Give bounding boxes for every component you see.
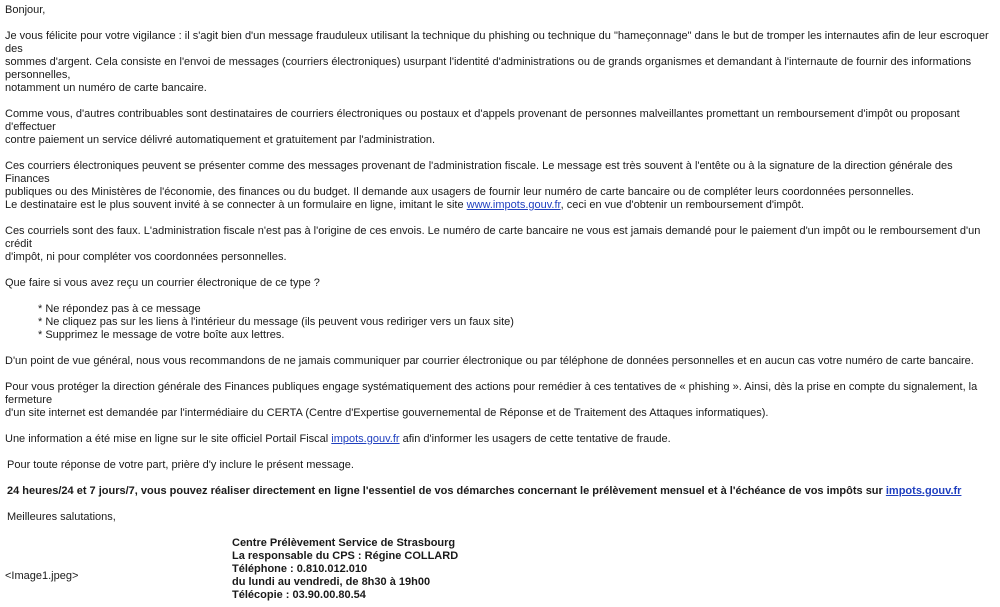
closing: Meilleures salutations, bbox=[7, 511, 116, 523]
signature-line: Télécopie : 03.90.00.80.54 bbox=[232, 589, 366, 601]
list-item: * Supprimez le message de votre boîte aux lettres. bbox=[38, 329, 995, 342]
paragraph-line: d'un site internet est demandée par l'intermédiaire du CERTA (Centre d'Expertise gouvernemental de Réponse et de Traitement des Attaques informatiques). bbox=[5, 407, 769, 419]
paragraph-line: sommes d'argent. Cela consiste en l'envoi de messages (courriers électroniques) usurpant l'identité d'administrations ou de grands organismes et demandant à l'internaute de fournir des informations personnelles, bbox=[5, 56, 972, 81]
signature-line: Centre Prélèvement Service de Strasbourg bbox=[232, 537, 456, 549]
list-item: * Ne cliquez pas sur les liens à l'intérieur du message (ils peuvent vous rediriger vers un faux site) bbox=[38, 316, 995, 329]
impots-link[interactable]: impots.gouv.fr bbox=[885, 485, 962, 497]
advice-list bbox=[38, 303, 995, 342]
paragraph-line: Ces courriers électroniques peuvent se présenter comme des messages provenant de l'administration fiscale. Le message est très souvent à l'entête ou à la signature de la direction générale des Finances bbox=[5, 160, 953, 185]
greeting: Bonjour, bbox=[5, 4, 46, 16]
paragraph-fake-emails bbox=[5, 225, 995, 264]
image-attachment-placeholder: <Image1.jpeg> bbox=[5, 570, 79, 582]
paragraph-reply-instruction: Pour toute réponse de votre part, prière d'y inclure le présent message. bbox=[7, 459, 354, 471]
paragraph-general-advice: D'un point de vue général, nous vous recommandons de ne jamais communiquer par courrier électronique ou par téléphone de données personnelles et en aucun cas votre numéro de carte bancaire. bbox=[5, 355, 974, 367]
signature-line: Téléphone : 0.810.012.010 bbox=[232, 563, 368, 575]
paragraph-line: notamment un numéro de carte bancaire. bbox=[5, 82, 207, 94]
impots-link[interactable]: www.impots.gouv.fr bbox=[466, 199, 561, 211]
paragraph-email-description bbox=[5, 160, 995, 212]
signature-area bbox=[5, 537, 995, 607]
paragraph-phishing-definition bbox=[5, 30, 995, 95]
email-body bbox=[5, 4, 995, 607]
paragraph-line: Comme vous, d'autres contribuables sont destinataires de courriers électroniques ou postaux et d'appels provenant de personnes malveillantes promettant un remboursement d'impôt ou proposant d'effectuer bbox=[5, 108, 960, 133]
text-segment: Une information a été mise en ligne sur le site officiel Portail Fiscal bbox=[5, 433, 332, 445]
paragraph-line: Je vous félicite pour votre vigilance : il s'agit bien d'un message frauduleux utilisant la technique du phishing ou technique du "hameçonnage" dans le but de tromper les internautes afin de leur escroquer des bbox=[5, 30, 989, 55]
paragraph-line: contre paiement un service délivré automatiquement et gratuitement par l'administration. bbox=[5, 134, 436, 146]
signature-line: du lundi au vendredi, de 8h30 à 19h00 bbox=[232, 576, 431, 588]
paragraph-online-services bbox=[5, 485, 995, 498]
paragraph-protection bbox=[5, 381, 995, 420]
list-item: * Ne répondez pas à ce message bbox=[38, 303, 995, 316]
paragraph-line bbox=[5, 199, 995, 212]
paragraph-other-taxpayers bbox=[5, 108, 995, 147]
paragraph-line: Ces courriels sont des faux. L'administration fiscale n'est pas à l'origine de ces envois. Le numéro de carte bancaire ne vous est jamais demandé pour le paiement d'un impôt ou le remboursement d'un crédit bbox=[5, 225, 981, 250]
impots-link[interactable]: impots.gouv.fr bbox=[331, 433, 400, 445]
signature-line: La responsable du CPS : Régine COLLARD bbox=[232, 550, 459, 562]
paragraph-line: publiques ou des Ministères de l'économie, des finances ou du budget. Il demande aux usagers de fournir leur numéro de carte bancaire ou de compléter leurs coordonnées personnelles. bbox=[5, 186, 914, 198]
paragraph-line: Pour vous protéger la direction générale des Finances publiques engage systématiquement des actions pour remédier à ces tentatives de « phishing ». Ainsi, dès la prise en compte du signalement, la fermeture bbox=[5, 381, 978, 406]
text-segment: afin d'informer les usagers de cette tentative de fraude. bbox=[399, 433, 671, 445]
question-heading: Que faire si vous avez reçu un courrier électronique de ce type ? bbox=[5, 277, 320, 289]
text-segment: 24 heures/24 et 7 jours/7, vous pouvez réaliser directement en ligne l'essentiel de vos démarches concernant le prélèvement mensuel et à l'échéance de vos impôts sur bbox=[7, 485, 886, 497]
signature-block bbox=[232, 537, 458, 602]
text-segment: , ceci en vue d'obtenir un remboursement d'impôt. bbox=[560, 199, 804, 211]
paragraph-online-info bbox=[5, 433, 995, 446]
text-segment: Le destinataire est le plus souvent invité à se connecter à un formulaire en ligne, imitant le site bbox=[5, 199, 467, 211]
paragraph-line: d'impôt, ni pour compléter vos coordonnées personnelles. bbox=[5, 251, 287, 263]
